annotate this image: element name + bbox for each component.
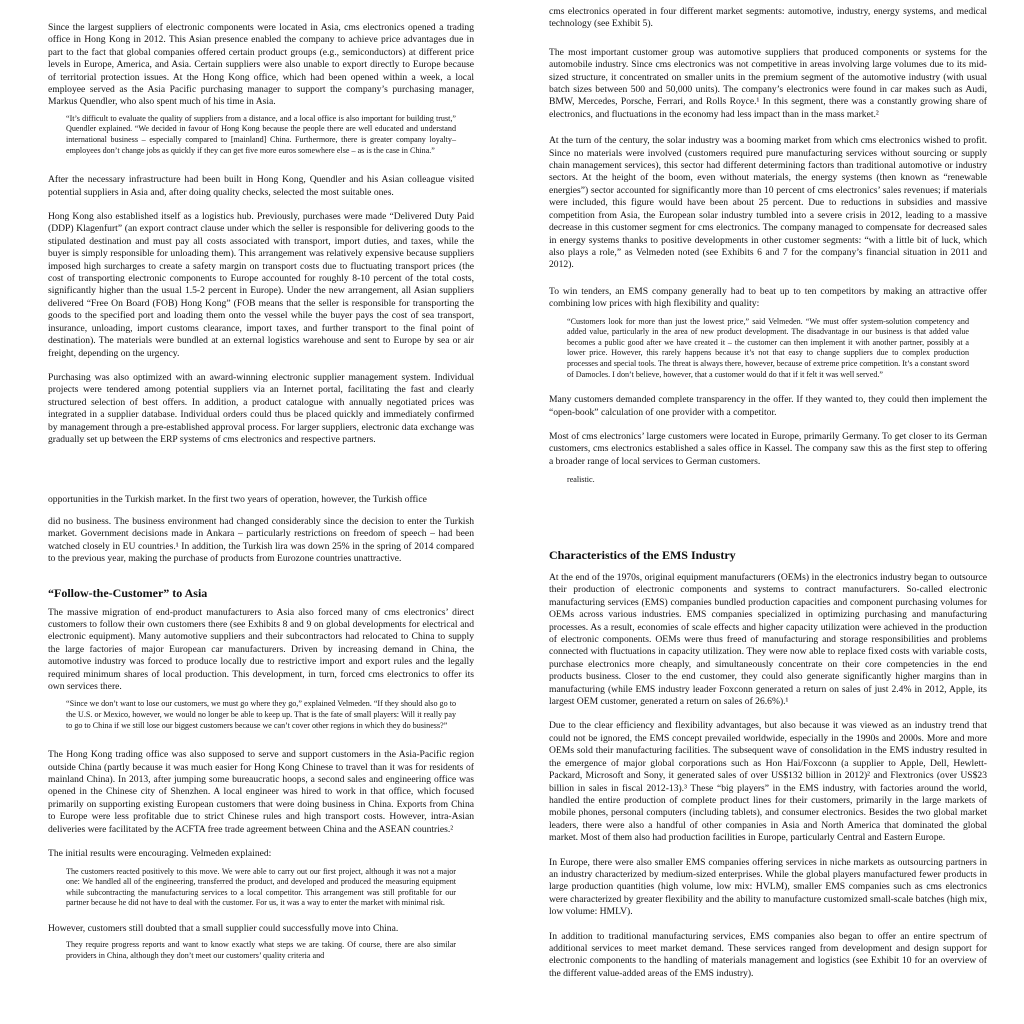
quote: The customers reacted positively to this move. We were able to carry out our first project, although it was not a major one: We handled all of the engineering, transferred the product, and developed and produced the measuring equipment while subcontracting the manufacturing services to a local competitor. This arrangement was still profitable for our partner because he did not have to deal with the customer. For us, it was a way to enter the market with minimal risk. xyxy=(66,866,456,908)
section-heading: “Follow-the-Customer” to Asia xyxy=(48,585,208,600)
cut-off-text: opportunities in the Turkish market. In the first two years of operation, however, the Turkish office xyxy=(48,494,427,505)
paragraph: The initial results were encouraging. Velmeden explained: xyxy=(48,848,272,860)
paragraph: However, customers still doubted that a small supplier could successfully move into China. xyxy=(48,922,399,934)
cut-off-text xyxy=(48,0,474,2)
paragraph: At the end of the 1970s, original equipment manufacturers (OEMs) in the electronics industry began to outsource their production of electronic components and systems to contract manufacturers. So-called electronic manufacturing services (EMS) companies bundled production capacities and component purchasing volumes for OEMs across various industries. EMS companies specialized in optimizing purchasing and manufacturing processes. As a result, economies of scale effects and higher capacity utilization were achieved in the production of electronic components. OEMs were thus freed of manufacturing and storage responsibilities and problems connected with fluctuations in capacity utilization. They were now able to replace fixed costs with variable costs, purchase electronics more cheaply, and simultaneously concentrate on their core competencies in the end products business. Closer to the end customer, they could also generate significantly higher margins than in manufacturing (while EMS industry leader Foxconn generated a return on sales of just 2.4% in 2012, Apple, its largest OEM customer, generated a return on sales of 26.6%).¹ xyxy=(549,572,987,708)
paragraph: To win tenders, an EMS company generally had to beat up to ten competitors by making an attractive offer combining low prices with high flexibility and quality: xyxy=(549,285,987,310)
paragraph: did no business. The business environment had changed considerably since the decision to enter the Turkish market. Government decisions made in Ankara – particularly restrictions on freedom of speech – had been watched closely in EU countries.¹ In addition, the Turkish lira was down 25% in the spring of 2014 compared to the previous year, making the purchase of products from Eurozone countries unattractive. xyxy=(48,516,474,565)
paragraph: After the necessary infrastructure had been built in Hong Kong, Quendler and his Asian colleague visited potential suppliers in Asia and, after doing quality checks, selected the most suitable ones. xyxy=(48,174,474,198)
paragraph: Many customers demanded complete transparency in the offer. If they wanted to, they could then implement the “open-book” calculation of one provider with a competitor. xyxy=(549,394,987,418)
quote: “Customers look for more than just the lowest price,” said Velmeden. “We must offer system-solution competency and added value, particularly in the area of new product development. The disadvantage in our business is that added value becomes a public good after we have created it – the customer can then implement it with another partner, possibly at a lower price. However, this rarely happens because it’s not that easy to change suppliers due to complex production processes and special tools. The threat is always there, however, because of extreme price competition. It’s a constant sword of Damocles. I don’t believe, however, that a customer would do that if it felt it was well served.” xyxy=(567,316,969,379)
quote: “It’s difficult to evaluate the quality of suppliers from a distance, and a local office is also important for building trust,” Quendler explained. “We decided in favour of Hong Kong because the people there are well educated and understand international business – especially compared to [mainland] China. Furthermore, there is greater company loyalty– employees don’t change jobs as quickly if they can get five more euros somewhere else – as is the case in China.” xyxy=(66,113,456,155)
paragraph: In Europe, there were also smaller EMS companies offering services in niche markets as outsourcing partners in an industry characterized by medium-sized enterprises. While the global players manufactured fewer products in large production quantities (high volume, low mix: HVLM), smaller EMS companies such as cms electronics were characterized by greater flexibility and the ability to manufacture customized small-scale batches (high mix, low volume: HMLV). xyxy=(549,856,987,918)
paragraph: cms electronics operated in four different market segments: automotive, industry, energy systems, and medical technology (see Exhibit 5). xyxy=(549,6,987,30)
paragraph: At the turn of the century, the solar industry was a booming market from which cms electronics wished to profit. Since no materials were involved (customers required pure manufacturing services without sourcing or supply chain management services), this sector had different determining factors than traditional automotive or industry sectors. At the height of the boom, even without materials, the energy systems (then known as “renewable energies”) sector accounted for significantly more than 10 percent of cms electronics’ sales revenues; if materials were included, this figure would have been about 25 percent. Due to reductions in subsidies and massive competition from Asia, the European solar industry tumbled into a severe crisis in 2012, leading to a massive decrease in this customer segment for cms electronics. The company managed to compensate for decreased sales in energy systems thanks to positive developments in other customer segments: “with a little bit of luck, which also plays a role,” as Velmeden noted (see Exhibits 6 and 7 for the company’s financial situation in 2011 and 2012). xyxy=(549,135,987,271)
cut-off-line-top xyxy=(48,0,474,4)
paragraph: The most important customer group was automotive suppliers that produced components or systems for the automobile industry. Since cms electronics was not competitive in areas involving large volumes due to its mid-sized structure, it concentrated on smaller units in the premium segment of the automotive industry (with usual batch sizes between 500 and 50,000 units). The company’s electronics were found in car makes such as Audi, BMW, Mercedes, Porsche, Ferrari, and Rolls Royce.¹ In this segment, there was a constantly growing share of electronics, and fluctuations in the economy had less impact than in the mass market.² xyxy=(549,46,987,120)
paragraph: In addition to traditional manufacturing services, EMS companies also began to offer an entire spectrum of additional services to meet market demand. These services ranged from development and design support for electronic components to the handling of materials management and logistics (see Exhibit 10 for an overview of the different value-added areas of the EMS industry). xyxy=(549,930,987,979)
paragraph: The Hong Kong trading office was also supposed to serve and support customers in the Asia-Pacific region outside China (partly because it was much easier for Hong Kong Chinese to travel than it was for residents of mainland China). In 2013, after jumping some bureaucratic hoops, a second sales and engineering office was opened in the Chinese city of Shenzhen. A local engineer was hired to work in that office, which focused primarily on supporting existing European customers that were doing business in China. Exports from China to Europe were less profitable due to strict Chinese rules and high transport costs. However, intra-Asian deliveries were facilitated by the ACFTA free trade agreement between China and the ASEAN countries.² xyxy=(48,749,474,835)
paragraph: Most of cms electronics’ large customers were located in Europe, primarily Germany. To get closer to its German customers, cms electronics established a sales office in Kassel. The company saw this as the first step to offering a broader range of local services to German customers. xyxy=(549,430,987,467)
cut-off-line-middle xyxy=(48,494,474,508)
paragraph: The massive migration of end-product manufacturers to Asia also forced many of cms electronics’ direct customers to follow their own customers there (see Exhibits 8 and 9 on global developments for electrical and electronic equipment). Many automotive suppliers and their subcontractors had relocated to China to supply the large factories of major European car manufacturers. Driven by increasing demand in China, the automotive industry was forced to produce locally due to restrictive import and export rules and the legally required minimum shares of local production. This development, in turn, forced cms electronics to offer its own services there. xyxy=(48,606,474,693)
left-column-upper xyxy=(48,22,474,446)
paragraph: Due to the clear efficiency and flexibility advantages, but also because it was viewed as an industry trend that could not be ignored, the EMS concept prevailed worldwide, especially in the 1990s and 2000s. More and more OEMs sold their manufacturing facilities. The subsequent wave of consolidation in the EMS industry resulted in the emergence of major global corporations such as Hon Hai/Foxconn (a supplier to Apple, Dell, Hewlett-Packard, Microsoft and Sony, it generated sales of over US$132 billion in 2012)² and Flextronics (over US$23 billion in sales in fiscal 2012-13).³ These “big players” in the EMS industry, with factories around the world, handled the entire production of complete product lines for their customers, primarily in the large markets of mobile phones, personal computers (including tablets), and consumer electronics. Besides the two global market leaders, there were also a handful of other companies in Asia and North America that dominated the global market. Most of them also had production facilities in Europe, particularly Central and Eastern Europe. xyxy=(549,720,987,844)
paragraph: Hong Kong also established itself as a logistics hub. Previously, purchases were made “Delivered Duty Paid (DDP) Klagenfurt” (an export contract clause under which the seller is responsible for delivering goods to the stipulated destination and must pay all costs associated with transport, import duties, and taxes, while the buyer is simply responsible for unloading them). This arrangement was relatively expensive because suppliers imposed high surcharges to create a safety margin on transport costs due to fluctuating transport prices (the cost of transporting electronic components to Europe accounted for roughly 8-10 percent of the total costs, significantly higher than the usual 1.5-2 percent in Europe). Under the new arrangement, all Asian suppliers delivered “Free On Board (FOB) Hong Kong” (FOB means that the seller is responsible for transporting the goods to the specified port and loading them onto the vessel while the buyer pays the cost of sea transport, insurance, unloading, import customs clearance, import taxes, and further transport to the final point of destination). The materials were bundled at an external logistics warehouse and sent to Europe by sea or air freight, depending on the urgency. xyxy=(48,211,474,359)
section-heading: Characteristics of the EMS Industry xyxy=(549,548,736,562)
paragraph: Purchasing was also optimized with an award-winning electronic supplier management system. Individual projects were tendered among potential suppliers via an Internet portal, facilitating the fast and clearly structured selection of best offers. In addition, a product catalogue with annually negotiated prices was integrated in a supplier database. Individual orders could thus be placed quickly and immediately confirmed by management through a pre-established approval process. For larger suppliers, electronic data exchange was gradually set up between the ERP systems of cms electronics and respective partners. xyxy=(48,371,474,445)
paragraph: Since the largest suppliers of electronic components were located in Asia, cms electronics opened a trading office in Hong Kong in 2012. This Asian presence enabled the company to achieve price advantages due in part to the fact that global companies offered certain product groups (e.g., semiconductors) at different price levels in Europe, America, and Asia. Certain suppliers were also unable to export directly to Europe because of territorial protection issues. At the Hong Kong office, which had been opened within a week, a local employee served as the Asia Pacific purchasing manager to support the company’s purchasing manager, Markus Quendler, who also spent much of his time in Asia. xyxy=(48,22,474,108)
quote: “Since we don’t want to lose our customers, we must go where they go,” explained Velmeden. “If they should also go to the U.S. or Mexico, however, we would no longer be able to keep up. That is the fate of small players: Will it really pay to go to China if we still lose our biggest customers because we can’t cover other regions in which they do business?” xyxy=(66,699,456,730)
quote: They require progress reports and want to know exactly what steps we are taking. Of course, there are also similar providers in China, although they don’t meet our customers’ quality criteria and xyxy=(66,940,456,960)
right-column-upper xyxy=(549,6,987,487)
fragment-word: realistic. xyxy=(567,475,595,485)
left-column-lower xyxy=(48,516,474,961)
right-column-lower xyxy=(549,548,987,980)
